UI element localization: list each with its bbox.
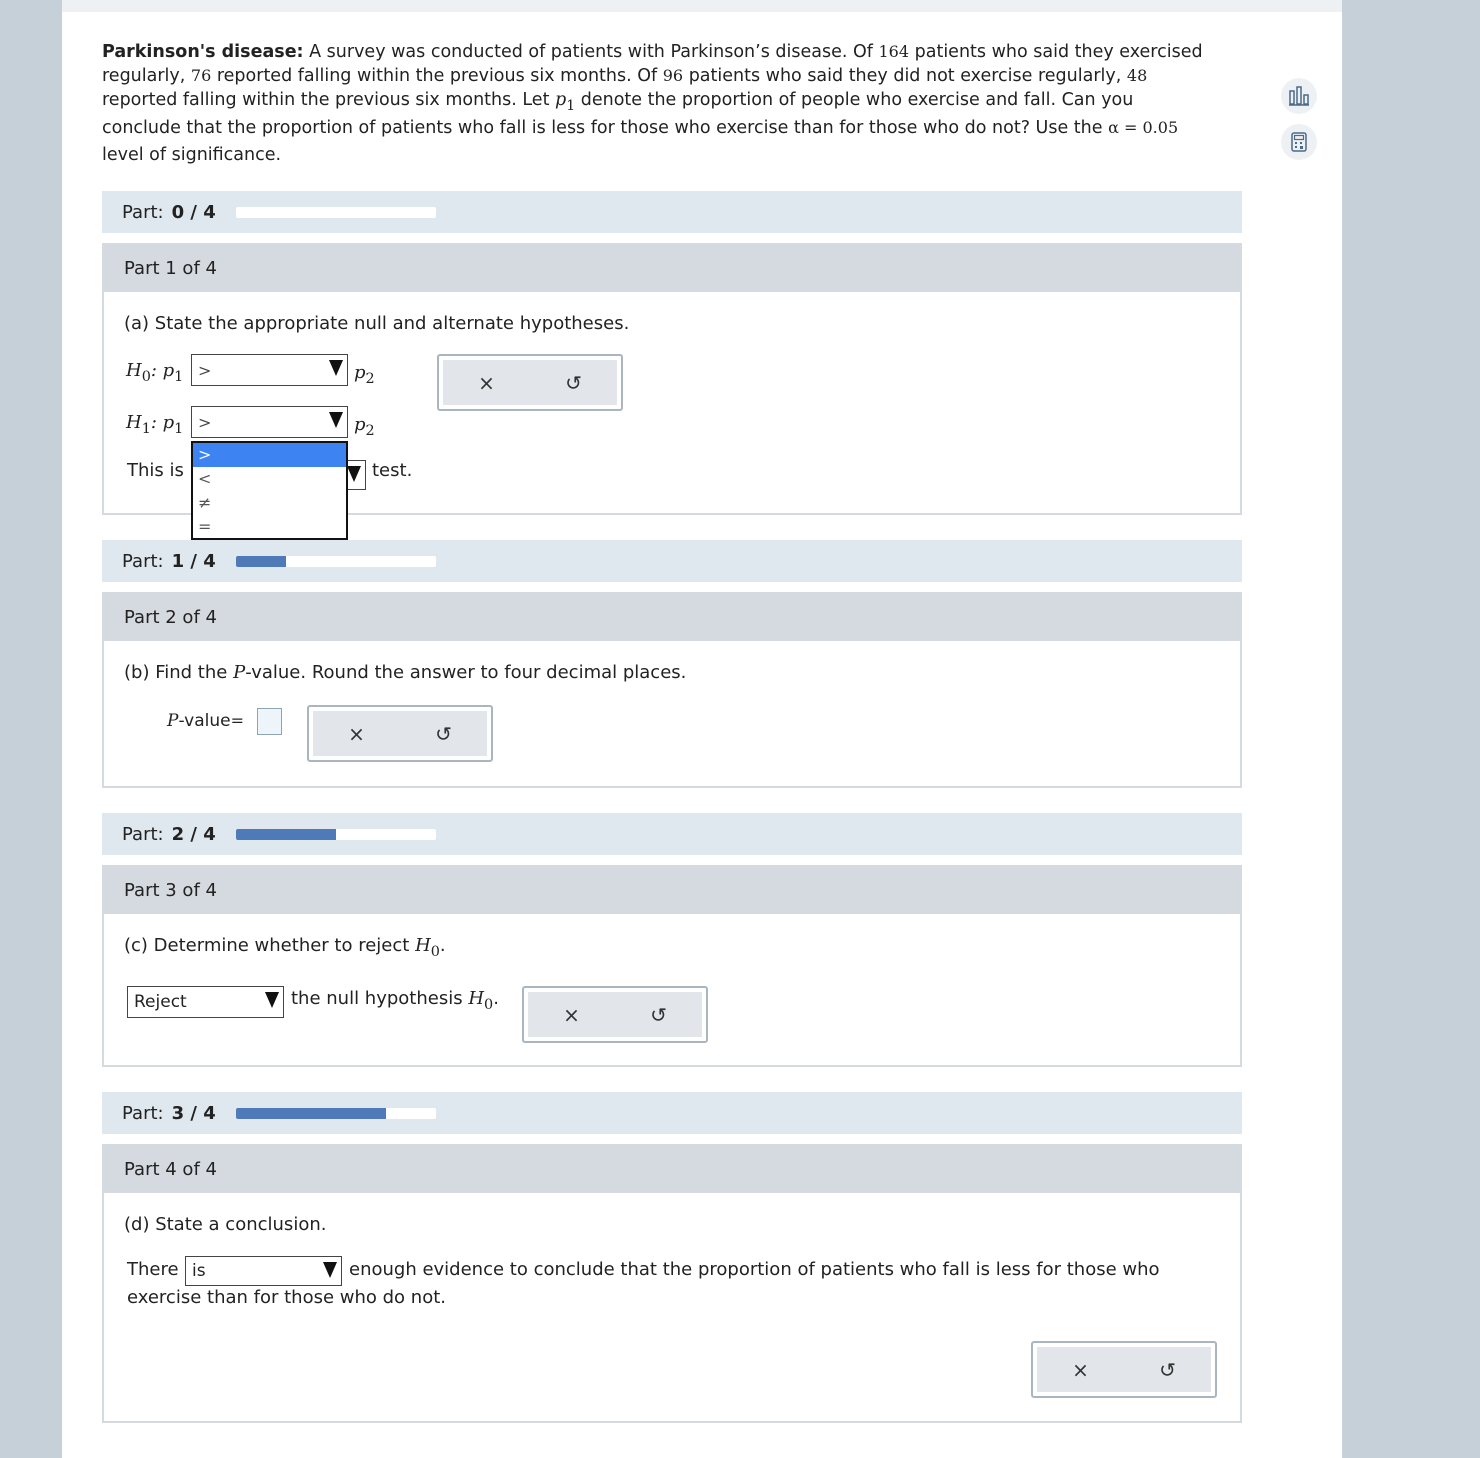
p-symbol: P: [167, 711, 179, 731]
p2-symbol: p: [354, 362, 366, 383]
x2-value: 48: [1126, 66, 1148, 85]
pvalue-text: -value: [178, 711, 231, 731]
part-3-prompt: [124, 935, 446, 960]
label-text: the null hypothesis: [291, 988, 463, 1009]
p1-subscript: 1: [566, 98, 576, 114]
question-text-part: reported falling within the previous six months. Of: [216, 66, 658, 86]
progress-fill: [236, 829, 336, 840]
progress-bar-2: [102, 813, 1242, 855]
question-text-part: conclude that the proportion of patients who fall is less for those who exercise than for those who do not? Use the: [102, 118, 1103, 138]
p1-subscript: 1: [174, 421, 184, 437]
progress-track: [236, 1108, 436, 1119]
progress-bar-0: [102, 191, 1242, 233]
part-2: [102, 592, 1242, 788]
evidence-select[interactable]: [185, 1256, 342, 1286]
chevron-down-icon: [323, 1262, 337, 1278]
progress-value: 2 / 4: [171, 823, 216, 845]
select-value: is: [192, 1261, 206, 1281]
chevron-down-icon: [347, 466, 361, 482]
question-text: [102, 40, 1242, 167]
question-title: Parkinson's disease:: [102, 42, 304, 62]
part-2-header: Part 2 of 4: [104, 594, 1240, 641]
undo-icon[interactable]: ↺: [1159, 1357, 1176, 1382]
progress-value: 0 / 4: [171, 201, 216, 223]
h-subscript: 0: [430, 944, 440, 960]
h-subscript: 0: [484, 997, 494, 1013]
part-3: [102, 865, 1242, 1067]
progress-label: Part:: [122, 823, 164, 845]
progress-fill: [236, 556, 286, 567]
question-text-part: reported falling within the previous six months. Let: [102, 90, 550, 110]
chevron-down-icon: [329, 412, 343, 428]
h-symbol: H: [126, 360, 142, 381]
progress-label: Part:: [122, 1102, 164, 1124]
alpha-value: α = 0.05: [1108, 118, 1179, 137]
prompt-text: -value. Round the answer to four decimal places.: [245, 662, 687, 683]
question-text-part: patients who said they did not exercise regularly,: [688, 66, 1122, 86]
n1-value: 164: [878, 42, 910, 61]
undo-icon[interactable]: ↺: [650, 1002, 667, 1027]
undo-icon[interactable]: ↺: [565, 370, 582, 395]
part-3-tools: [522, 986, 708, 1043]
part-4-tools: [1031, 1341, 1217, 1398]
right-toolbar: [1281, 78, 1317, 170]
h0-label: [126, 360, 184, 385]
period: .: [439, 935, 446, 956]
dropdown-option[interactable]: =: [198, 517, 212, 536]
part-2-tools: [307, 705, 493, 762]
colon-p-symbol: : p: [150, 360, 175, 381]
clear-icon[interactable]: ×: [563, 1002, 580, 1027]
dropdown-option[interactable]: <: [198, 469, 212, 488]
p2-label: [354, 362, 375, 387]
progress-track: [236, 207, 436, 218]
part-1-tools: [437, 354, 623, 411]
calculator-icon[interactable]: [1281, 124, 1317, 160]
p2-subscript: 2: [365, 423, 375, 439]
part-4-prompt: (d) State a conclusion.: [124, 1214, 327, 1235]
undo-icon[interactable]: ↺: [435, 721, 452, 746]
part-4: [102, 1144, 1242, 1423]
clear-icon[interactable]: ×: [478, 370, 495, 395]
h-symbol: H: [415, 935, 431, 956]
equals-sign: =: [230, 711, 244, 730]
chevron-down-icon: [265, 992, 279, 1008]
part-3-header: Part 3 of 4: [104, 867, 1240, 914]
colon-p-symbol: : p: [150, 412, 175, 433]
h-symbol: H: [468, 988, 485, 1009]
question-text-part: level of significance.: [102, 145, 282, 165]
bar-chart-icon[interactable]: [1281, 78, 1317, 114]
h-subscript: 0: [141, 369, 151, 385]
dropdown-option[interactable]: >: [193, 443, 346, 467]
h1-label: [126, 412, 184, 437]
prompt-text: (c) Determine whether to reject: [124, 935, 410, 956]
question-text-part: denote the proportion of people who exercise and fall. Can you: [580, 90, 1134, 110]
p2-symbol: p: [354, 414, 366, 435]
h1-operator-select[interactable]: [191, 406, 348, 438]
p1-subscript: 1: [174, 369, 184, 385]
clear-icon[interactable]: ×: [1072, 1357, 1089, 1382]
p1-symbol: p: [555, 90, 567, 110]
period: .: [493, 988, 499, 1009]
operator-dropdown-menu: [191, 441, 348, 540]
part-4-header: Part 4 of 4: [104, 1146, 1240, 1193]
h0-operator-select[interactable]: [191, 354, 348, 386]
reject-decision-select[interactable]: [127, 986, 284, 1018]
conclusion-text: enough evidence to conclude that the proportion of patients who fall is less for those who: [349, 1259, 1160, 1280]
progress-value: 3 / 4: [171, 1102, 216, 1124]
h-symbol: H: [126, 412, 142, 433]
top-strip: [62, 0, 1342, 12]
prompt-text: (b) Find the: [124, 662, 228, 683]
test-label: test.: [372, 460, 413, 481]
chevron-down-icon: [329, 360, 343, 376]
question-text-part: regularly,: [102, 66, 186, 86]
content-sheet: [62, 0, 1342, 1458]
select-value: Reject: [134, 992, 187, 1012]
progress-label: Part:: [122, 550, 164, 572]
h-subscript: 1: [141, 421, 151, 437]
n2-value: 96: [662, 66, 684, 85]
select-value: >: [198, 360, 212, 380]
pvalue-label: [167, 711, 244, 731]
progress-track: [236, 829, 436, 840]
null-hypothesis-label: [291, 988, 499, 1013]
part-1-header: Part 1 of 4: [104, 245, 1240, 292]
part-2-prompt: [124, 662, 686, 683]
this-is-label: This is: [127, 460, 184, 481]
pvalue-input[interactable]: [257, 708, 282, 735]
question-text-part: patients who said they exercised: [914, 42, 1203, 62]
conclusion-text-line2: exercise than for those who do not.: [127, 1287, 446, 1308]
dropdown-option[interactable]: ≠: [198, 493, 212, 512]
select-value: >: [198, 412, 212, 432]
progress-bar-1: [102, 540, 1242, 582]
progress-bar-3: [102, 1092, 1242, 1134]
progress-value: 1 / 4: [171, 550, 216, 572]
question-text-part: A survey was conducted of patients with Parkinson’s disease. Of: [309, 42, 873, 62]
progress-track: [236, 556, 436, 567]
there-label: There: [127, 1259, 179, 1280]
clear-icon[interactable]: ×: [348, 721, 365, 746]
p2-label: [354, 414, 375, 439]
p2-subscript: 2: [365, 371, 375, 387]
part-1-prompt: (a) State the appropriate null and alternate hypotheses.: [124, 313, 630, 334]
progress-fill: [236, 1108, 386, 1119]
progress-label: Part:: [122, 201, 164, 223]
x1-value: 76: [190, 66, 212, 85]
p-symbol: P: [233, 662, 246, 683]
